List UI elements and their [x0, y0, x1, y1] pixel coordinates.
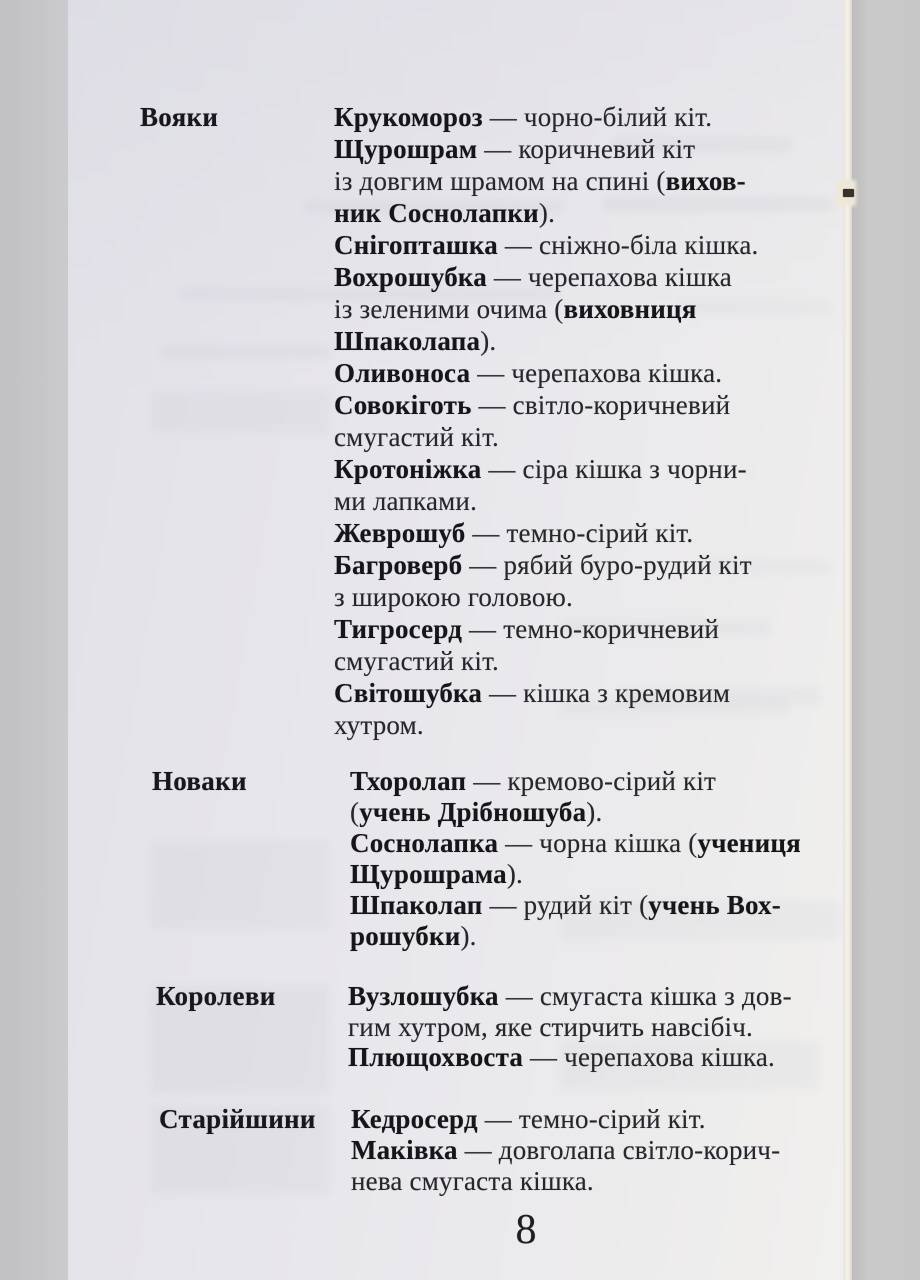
- text-line: [348, 1012, 753, 1043]
- bleed-through-mark: [150, 390, 330, 434]
- text-segment: смугастий кіт.: [334, 646, 499, 676]
- cat-name-segment: Вохрошубка: [334, 262, 487, 292]
- cat-name-segment: учениця: [697, 828, 801, 858]
- cat-name-segment: Багроверб: [334, 550, 463, 580]
- section-label: Старійшини: [159, 1104, 316, 1134]
- text-segment: ).: [480, 326, 497, 356]
- page-edge-ink-mark: [843, 189, 854, 197]
- cat-name-segment: Крукомороз: [334, 102, 483, 132]
- text-segment: гим хутром, яке стирчить навсібіч.: [348, 1012, 753, 1042]
- text-segment: — сіра кішка з чорни-: [481, 454, 747, 484]
- text-line: [350, 828, 801, 859]
- text-line: [351, 1104, 706, 1135]
- cat-name-segment: Жеврошуб: [334, 518, 466, 548]
- cat-name-segment: учень Вох-: [648, 890, 781, 920]
- cat-name-segment: ник Соснолапки: [334, 198, 539, 228]
- text-line: [334, 230, 758, 261]
- cat-name-segment: Кедросерд: [351, 1104, 478, 1134]
- text-line: [334, 518, 693, 549]
- text-segment: ).: [586, 797, 603, 827]
- text-segment: — коричневий кіт: [477, 134, 696, 164]
- text-segment: (: [350, 797, 360, 827]
- text-segment: ).: [538, 198, 556, 228]
- text-line: [334, 166, 746, 197]
- cat-name-segment: виховниця: [563, 294, 697, 324]
- text-segment: — кішка з кремовим: [482, 678, 731, 708]
- text-segment: — черепахова кішка: [486, 262, 732, 292]
- text-line: [334, 454, 747, 485]
- text-segment: нева смугаста кішка.: [351, 1166, 594, 1196]
- bleed-through-mark: [603, 196, 833, 212]
- text-line: [350, 797, 602, 828]
- cat-name-segment: Соснолапка: [350, 828, 499, 858]
- text-segment: — черепахова кішка.: [470, 358, 723, 388]
- cat-name-segment: Світошубка: [334, 678, 483, 708]
- cat-name-segment: Тхоролап: [350, 766, 467, 796]
- text-line: [348, 1042, 775, 1073]
- text-line: [334, 710, 424, 741]
- cat-name-segment: Щурошрама: [350, 859, 507, 889]
- text-line: [334, 262, 732, 293]
- text-segment: — сніжно-біла кішка.: [497, 230, 759, 260]
- text-line: [334, 582, 573, 613]
- cat-name-segment: Совокіготь: [334, 390, 472, 420]
- cat-name-segment: рошубки: [350, 921, 461, 951]
- text-line: [351, 1166, 594, 1197]
- section-label: Новаки: [152, 766, 247, 796]
- text-line: [350, 890, 781, 921]
- text-line: [348, 981, 792, 1012]
- text-segment: із довгим шрамом на спині (: [334, 166, 666, 196]
- text-line: [334, 134, 695, 165]
- text-line: [351, 1135, 780, 1166]
- text-segment: — чорна кішка (: [498, 828, 698, 858]
- text-segment: ).: [506, 859, 523, 889]
- bleed-through-mark: [150, 840, 330, 930]
- cat-name-segment: Щурошрам: [334, 134, 478, 164]
- text-segment: смугастий кіт.: [334, 422, 499, 452]
- cat-name-segment: Оливоноса: [334, 358, 471, 388]
- text-line: [334, 326, 496, 357]
- text-segment: — темно-коричневий: [462, 614, 720, 644]
- text-segment: хутром.: [334, 710, 424, 740]
- text-line: [334, 294, 697, 325]
- text-line: [334, 358, 722, 389]
- text-line: [334, 550, 752, 581]
- text-segment: ми лапками.: [334, 486, 478, 516]
- cat-name-segment: Шпаколапа: [334, 326, 481, 356]
- text-line: [350, 921, 477, 952]
- cat-name-segment: Вузлошубка: [348, 981, 499, 1011]
- text-line: [350, 859, 523, 890]
- text-segment: — світло-коричневий: [471, 390, 731, 420]
- text-segment: — темно-сірий кіт.: [477, 1104, 706, 1134]
- cat-name-segment: Тигросерд: [334, 614, 463, 644]
- cat-name-segment: учень Дрібношуба: [359, 797, 587, 827]
- bleed-through-mark: [160, 345, 330, 359]
- text-segment: — черепахова кішка.: [523, 1042, 776, 1072]
- cat-name-segment: Шпаколап: [350, 890, 483, 920]
- text-line: [334, 486, 477, 517]
- section-label: Вояки: [140, 102, 219, 132]
- cat-name-segment: вихов-: [665, 166, 746, 196]
- text-segment: — темно-сірий кіт.: [465, 518, 694, 548]
- scanner-background-left: [0, 0, 68, 1280]
- text-line: [334, 102, 712, 133]
- text-line: [334, 390, 730, 421]
- text-line: [334, 198, 555, 229]
- page-number: 8: [515, 1207, 537, 1253]
- text-line: [334, 614, 719, 645]
- cat-name-segment: Кротоніжка: [334, 454, 482, 484]
- cat-name-segment: Маківка: [351, 1135, 458, 1165]
- scanner-background-right: [852, 0, 920, 1280]
- text-segment: — чорно-білий кіт.: [482, 102, 713, 132]
- text-segment: — смугаста кішка з дов-: [498, 981, 792, 1011]
- text-segment: ).: [460, 921, 477, 951]
- text-line: [334, 678, 730, 709]
- book-page: [68, 0, 845, 1280]
- text-segment: з широкою головою.: [334, 582, 573, 612]
- text-segment: — рябий буро-рудий кіт: [462, 550, 752, 580]
- text-segment: із зеленими очима (: [334, 294, 564, 324]
- text-segment: — рудий кіт (: [482, 890, 649, 920]
- text-line: [334, 646, 499, 677]
- text-line: [334, 422, 499, 453]
- text-segment: — довголапа світло-корич-: [457, 1135, 781, 1165]
- cat-name-segment: Снігопташка: [334, 230, 498, 260]
- cat-name-segment: Плющохвоста: [348, 1042, 524, 1072]
- text-line: [350, 766, 716, 797]
- text-segment: — кремово-сірий кіт: [466, 766, 717, 796]
- section-label: Королеви: [156, 981, 276, 1011]
- bleed-through-mark: [680, 300, 830, 314]
